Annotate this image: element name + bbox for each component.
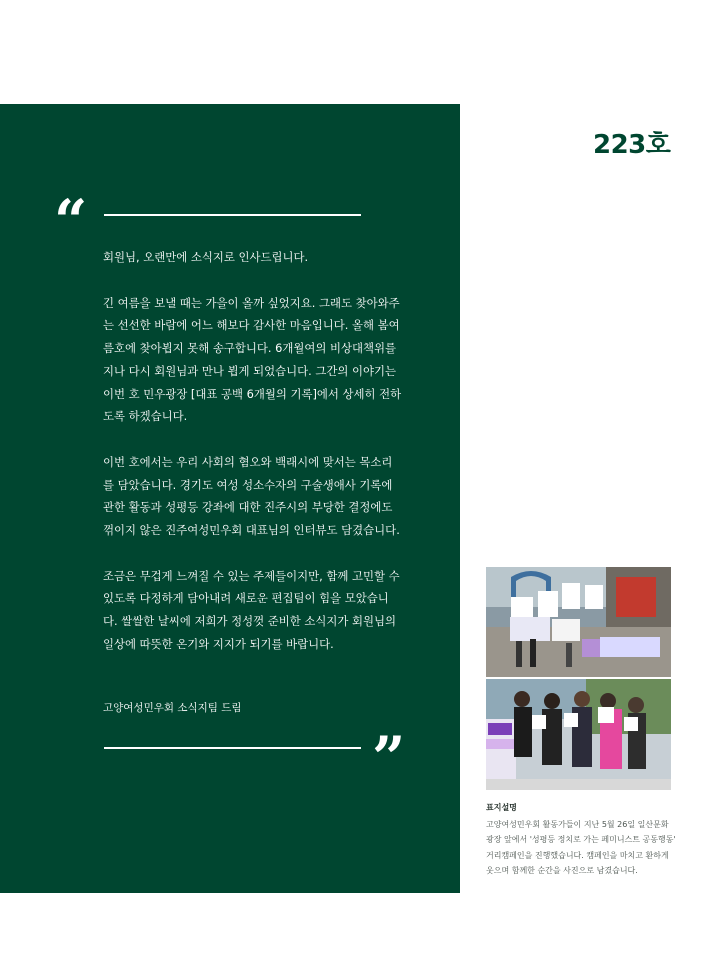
letter-paragraph-3: 이번 호에서는 우리 사회의 혐오와 백래시에 맞서는 목소리를 담았습니다. 경기도 여성 성소수자의 구술생애사 기록에 관한 활동과 성평등 강좌에 대한 진주시의 부당한 결정에도 꺾이지 않은 진주여성민우회 대표님의 인터뷰도 담겼습니다. (103, 454, 400, 538)
letter-paragraph-2: 긴 여름을 보낼 때는 가을이 올까 싶었지요. 그래도 찾아와주는 선선한 바람에 어느 해보다 감사한 마음입니다. 올해 봄여름호에 찾아뵙지 못해 송구합니다. 6개월여의 비상대책위를 지나 다시 회원님과 만나 뵙게 되었습니다. 그간의 이야기는 이번 호 민우광장 [대표 공백 6개월의 기록]에서 상세히 전하도록 하겠습니다. (103, 295, 402, 424)
top-divider (104, 214, 361, 216)
cover-photo-campaign-booth (486, 567, 671, 677)
issue-number: 223호 (593, 130, 671, 160)
cover-caption-body: 고양여성민우회 활동가들이 지난 5월 26일 일산문화광장 앞에서 '성평등 정치로 가는 페미니스트 공동행동' 거리캠페인을 진행했습니다. 캠페인을 마치고 환하게 웃으며 함께한 순간을 사진으로 남겼습니다. (486, 820, 676, 876)
letter-paragraph-4: 조금은 무겁게 느껴질 수 있는 주제들이지만, 함께 고민할 수 있도록 다정하게 담아내려 새로운 편집팀이 힘을 모았습니다. 쌀쌀한 날씨에 저희가 정성껏 준비한 소식지가 회원님의 일상에 따뜻한 온기와 지지가 되기를 바랍니다. (103, 568, 400, 651)
open-quote-icon: “ (54, 187, 88, 255)
letter-body (103, 246, 403, 656)
letter-paragraph-greeting: 회원님, 오랜만에 소식지로 인사드립니다. (103, 250, 309, 264)
bottom-divider (104, 747, 361, 749)
cover-photo-activists-group (486, 679, 671, 790)
cover-caption-title: 표지설명 (486, 803, 517, 812)
letter-signoff: 고양여성민우회 소식지팀 드림 (103, 702, 242, 714)
close-quote-icon: ” (372, 724, 406, 792)
